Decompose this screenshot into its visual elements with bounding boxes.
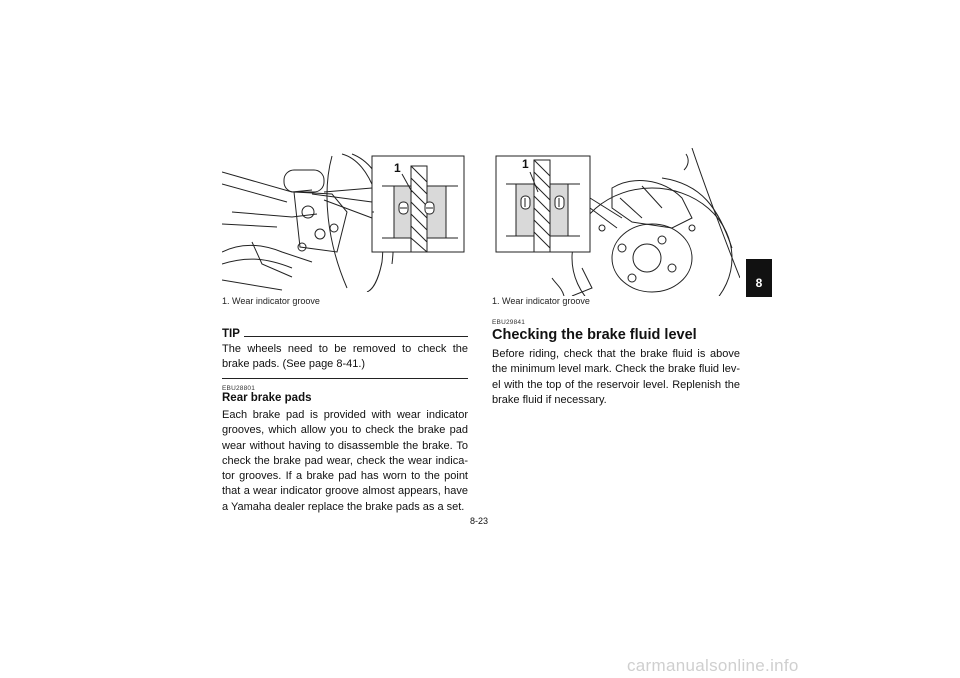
section-title-brake-fluid: Checking the brake fluid level — [492, 327, 697, 343]
tip-rule — [244, 336, 468, 337]
front-brake-caliper-illustration — [492, 148, 740, 296]
section-body-rear-brake-pads: Each brake pad is provided with wear indicator grooves, which allow you to check the brake pad wear without having to disassemble the brake. To check the brake pad wear, check the wear indica-tor grooves. If a brake pad has worn to the point that a wear indicator groove almost appears, have a Yamaha dealer replace the brake pads as a set. — [222, 409, 468, 513]
section-title-rear-brake-pads: Rear brake pads — [222, 392, 312, 404]
section-code: EBU28801 — [222, 385, 256, 392]
chapter-tab-number: 8 — [755, 276, 763, 290]
tip-text: The wheels need to be removed to check the brake pads. (See page 8-41.) — [222, 343, 468, 370]
page-number: 8-23 — [470, 516, 489, 526]
watermark: carmanualsonline.info — [627, 656, 799, 675]
rear-brake-caliper-illustration — [222, 152, 466, 292]
figure-callout-number: 1 — [522, 157, 529, 171]
figure-caption-left: 1. Wear indicator groove — [222, 296, 320, 306]
figure-callout-number: 1 — [394, 161, 401, 175]
tip-box — [222, 328, 468, 379]
section-code: EBU29841 — [492, 319, 526, 326]
section-body-brake-fluid: Before riding, check that the brake fluid is above the minimum level mark. Check the brake fluid lev-el with the top of the reservoir level. Replenish the brake fluid if necessary. — [492, 348, 740, 406]
tip-label: TIP — [222, 328, 240, 340]
figure-caption-right: 1. Wear indicator groove — [492, 296, 590, 306]
chapter-tab — [746, 259, 772, 297]
tip-end-rule — [222, 378, 468, 379]
